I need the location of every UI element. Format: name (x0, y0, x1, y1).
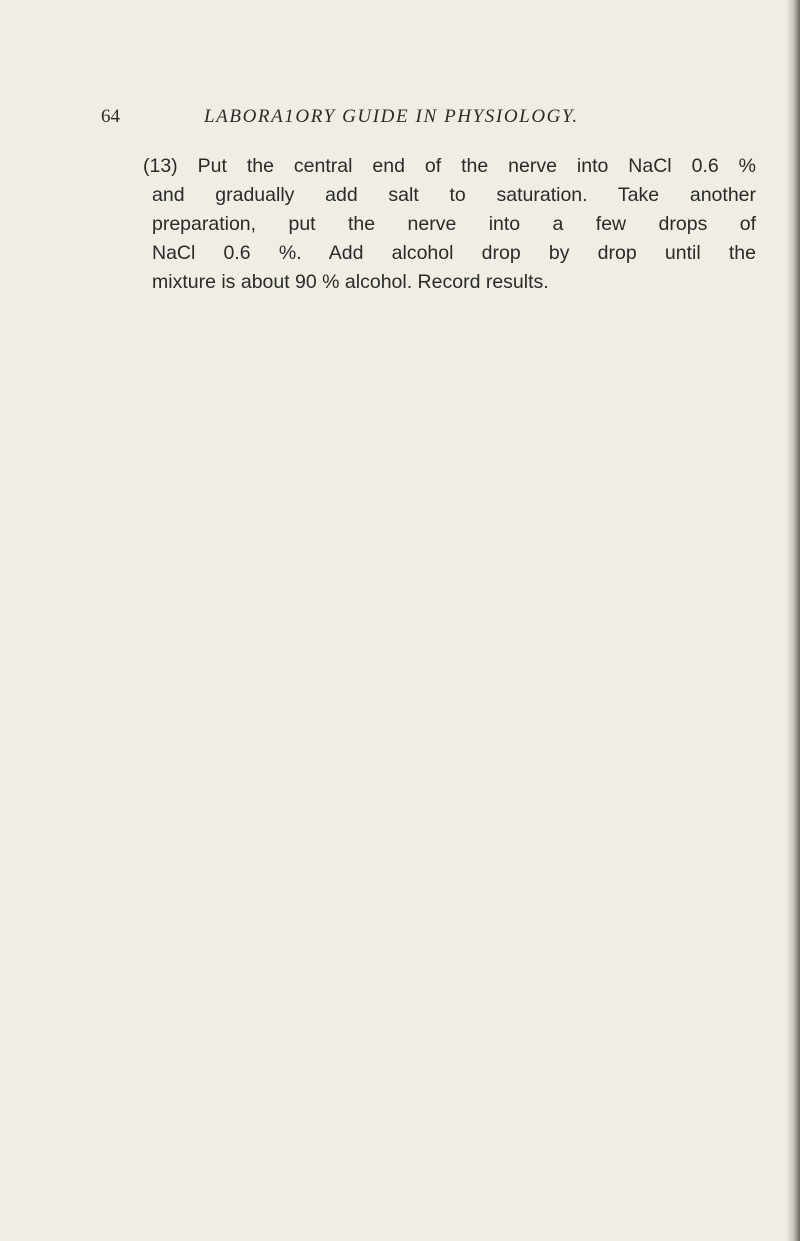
paragraph-13 (143, 152, 756, 297)
paragraph-line: NaCl 0.6 %. Add alcohol drop by drop until the (152, 242, 756, 264)
paragraph-line: mixture is about 90 % alcohol. Record results. (152, 271, 549, 293)
paragraph-line: (13) Put the central end of the nerve into NaCl 0.6 % (143, 155, 756, 177)
paragraph-line: preparation, put the nerve into a few drops of (152, 213, 756, 235)
page-edge-shadow (786, 0, 800, 1241)
running-title: LABORA1ORY GUIDE IN PHYSIOLOGY. (204, 106, 579, 127)
page-number: 64 (101, 106, 120, 127)
paragraph-line: and gradually add salt to saturation. Take another (152, 184, 756, 206)
running-head (101, 106, 741, 134)
